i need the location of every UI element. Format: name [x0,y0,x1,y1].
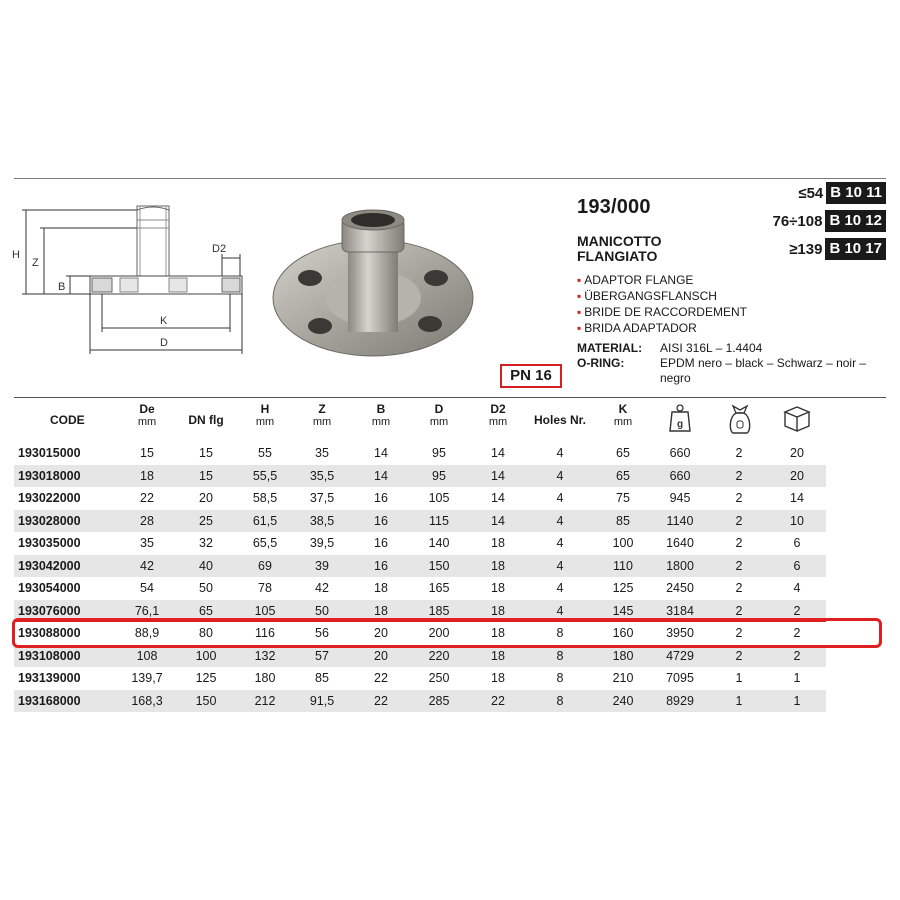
cell-holes: 4 [556,513,564,528]
cell-weight: 1640 [666,536,694,550]
cell-z: 38,5 [309,513,335,528]
cell-z: 85 [315,671,329,685]
cell-box-qty: 20 [790,446,804,460]
cell-d: 95 [432,446,446,460]
cell-dn-flg: 25 [199,513,213,528]
cell-h: 132 [254,648,276,663]
cell-d: 105 [428,491,450,505]
cell-dn-flg: 40 [199,558,213,573]
cell-bag-qty: 2 [735,468,743,483]
cell-weight: 2450 [666,581,694,595]
cell-z: 35 [315,446,329,460]
cell-d2: 18 [491,558,505,573]
cell-holes: 4 [556,536,564,550]
cell-weight: 660 [669,446,691,460]
cell-de: 108 [136,648,158,663]
cell-weight: 4729 [666,648,694,663]
product-photo [268,200,478,360]
cell-dn-flg: 32 [199,536,213,550]
cell-h: 55,5 [252,468,278,483]
cell-holes: 8 [556,671,564,685]
cell-code: 193108000 [18,648,81,663]
b-code: B 10 11 [826,182,886,204]
cell-b: 20 [374,648,388,663]
bullet-icon: ▪ [577,321,582,335]
cell-d2: 18 [491,626,505,640]
box-icon [781,403,813,433]
cell-bag-qty: 2 [735,491,743,505]
cell-k: 75 [616,491,630,505]
cell-d: 185 [428,603,450,618]
cell-b: 16 [374,491,388,505]
cell-bag-qty: 1 [735,693,743,708]
cell-box-qty: 14 [790,491,804,505]
cell-d2: 18 [491,581,505,595]
cell-k: 240 [612,693,634,708]
cell-code: 193035000 [18,536,81,550]
cell-holes: 4 [556,446,564,460]
cell-de: 168,3 [131,693,163,708]
size-code-row [773,238,887,260]
cell-weight: 945 [669,491,691,505]
cell-h: 65,5 [252,536,278,550]
cell-holes: 4 [556,603,564,618]
translation-item: ▪ BRIDE DE RACCORDEMENT [577,305,747,319]
cell-d2: 14 [491,468,505,483]
cell-de: 18 [140,468,154,483]
cell-h: 105 [254,603,276,618]
table-row [14,555,826,577]
cell-z: 39,5 [309,536,335,550]
product-translations [577,272,747,336]
cell-code: 193018000 [18,468,81,483]
cell-dn-flg: 15 [199,468,213,483]
cell-h: 55 [258,446,272,460]
cell-holes: 8 [556,626,564,640]
cell-box-qty: 2 [793,648,801,663]
col-header-de: De mm [137,402,157,428]
cell-de: 35 [140,536,154,550]
cell-bag-qty: 2 [735,581,743,595]
cell-bag-qty: 2 [735,536,743,550]
size-code-row [773,210,887,232]
bullet-icon: ▪ [577,273,582,287]
col-header-code: CODE [50,413,85,427]
weight-icon [668,403,692,433]
cell-h: 78 [258,581,272,595]
bullet-icon: ▪ [577,305,582,319]
cell-box-qty: 6 [793,558,801,573]
cell-box-qty: 20 [790,468,804,483]
cell-b: 20 [374,626,388,640]
translation-item: ▪ ADAPTOR FLANGE [577,273,694,287]
b-code: B 10 17 [825,238,886,260]
cell-d2: 14 [491,446,505,460]
row-highlight-frame [12,618,882,648]
cell-code: 193168000 [18,693,81,708]
cell-b: 16 [374,536,388,550]
cell-de: 76,1 [134,603,160,618]
cell-holes: 4 [556,581,564,595]
product-code-title: 193/000 [577,196,651,218]
cell-bag-qty: 1 [735,671,743,685]
table-row [14,532,826,554]
cell-d: 250 [428,671,450,685]
col-header-dn-flg: DN flg [188,413,224,427]
cell-weight: 1800 [666,558,694,573]
cell-code: 193015000 [18,446,81,460]
cell-d: 150 [428,558,450,573]
cell-bag-qty: 2 [735,446,743,460]
cell-box-qty: 4 [793,581,801,595]
col-header-box [778,403,816,436]
col-header-d2: D2 mm [488,402,508,428]
bullet-icon: ▪ [577,289,582,303]
dim-label-b: B [58,281,66,293]
cell-code: 193042000 [18,558,81,573]
cell-de: 22 [140,491,154,505]
cell-d2: 18 [491,536,505,550]
cell-k: 65 [616,468,630,483]
cell-dn-flg: 20 [199,491,213,505]
cell-code: 193088000 [18,626,81,640]
cell-de: 88,9 [134,626,160,640]
cell-weight: 3950 [666,626,694,640]
cell-dn-flg: 80 [199,626,213,640]
cell-box-qty: 2 [793,603,801,618]
technical-drawing [12,200,262,360]
col-header-h: H mm [255,402,275,428]
product-name: MANICOTTO FLANGIATO [577,233,662,264]
cell-holes: 4 [556,468,564,483]
top-divider [14,178,886,179]
cell-z: 57 [315,648,329,663]
b-code: B 10 12 [825,210,886,232]
cell-weight: 8929 [666,693,694,708]
cell-box-qty: 6 [793,536,801,550]
cell-d: 285 [428,693,450,708]
cell-d2: 18 [491,603,505,618]
cell-b: 16 [374,513,388,528]
cell-d2: 14 [491,491,505,505]
cell-holes: 8 [556,648,564,663]
table-row [14,465,826,487]
cell-z: 56 [315,626,329,640]
cell-bag-qty: 2 [735,603,743,618]
oring-value: EPDM nero – black – Schwarz – noir – negro [660,356,867,385]
cell-weight: 660 [669,468,691,483]
cell-z: 42 [315,581,329,595]
cell-dn-flg: 125 [195,671,217,685]
dim-label-d: D [160,337,168,349]
cell-d2: 22 [491,693,505,708]
dim-label-h: H [12,249,20,261]
cell-de: 15 [140,446,154,460]
col-header-weight [664,403,696,436]
cell-z: 91,5 [309,693,335,708]
cell-code: 193054000 [18,581,81,595]
cell-b: 16 [374,558,388,573]
cell-h: 69 [258,558,272,573]
cell-h: 212 [254,693,276,708]
cell-z: 35,5 [309,468,335,483]
cell-box-qty: 1 [793,693,801,708]
cell-dn-flg: 65 [199,603,213,618]
cell-d: 140 [428,536,450,550]
cell-d: 220 [428,648,450,663]
table-row [14,487,826,509]
cell-k: 160 [612,626,634,640]
oring-label: O-RING: [577,356,625,370]
table-top-rule [14,397,886,398]
cell-box-qty: 2 [793,626,801,640]
size-range: ≥139 [789,240,823,258]
cell-code: 193076000 [18,603,81,618]
cell-code: 193022000 [18,491,81,505]
cell-d: 200 [428,626,450,640]
bag-icon [727,403,753,435]
cell-d: 95 [432,468,446,483]
table-row [14,690,826,712]
cell-holes: 4 [556,491,564,505]
cell-b: 18 [374,603,388,618]
translation-item: ▪ ÜBERGANGSFLANSCH [577,289,717,303]
cell-bag-qty: 2 [735,513,743,528]
cell-d: 115 [429,513,449,528]
cell-de: 54 [140,581,154,595]
table-header [14,403,886,439]
dim-label-d2: D2 [212,243,227,255]
size-range: ≤54 [798,184,824,202]
col-header-holes: Holes Nr. [533,413,587,427]
cell-h: 58,5 [252,491,278,505]
svg-text:g: g [676,419,684,430]
cell-code: 193028000 [18,513,81,528]
col-header-b: B mm [371,402,391,428]
cell-z: 39 [315,558,329,573]
cell-d2: 18 [491,648,505,663]
table-row [14,510,826,532]
cell-b: 22 [374,693,388,708]
size-code-badges [773,182,887,266]
cell-h: 61,5 [252,513,278,528]
cell-k: 85 [616,513,630,528]
cell-z: 37,5 [309,491,335,505]
col-header-bag [724,403,756,438]
cell-weight: 7095 [666,671,694,685]
cell-de: 139,7 [131,671,163,685]
cell-box-qty: 10 [790,513,804,528]
cell-d: 165 [428,581,450,595]
cell-k: 100 [612,536,634,550]
col-header-z: Z mm [312,402,332,428]
cell-b: 14 [374,446,388,460]
cell-code: 193139000 [18,671,81,685]
cell-h: 116 [255,626,275,640]
cell-k: 180 [612,648,634,663]
cell-b: 18 [374,581,388,595]
col-header-k: K mm [613,402,633,428]
table-row [14,667,826,689]
cell-k: 65 [616,446,630,460]
cell-dn-flg: 100 [195,648,217,663]
cell-box-qty: 1 [793,671,801,685]
cell-k: 210 [612,671,634,685]
material-value: AISI 316L – 1.4404 [660,341,763,355]
pressure-rating-badge: PN 16 [500,364,562,388]
cell-b: 14 [374,468,388,483]
cell-weight: 1140 [666,513,694,528]
dim-label-k: K [160,315,168,327]
cell-de: 28 [140,513,154,528]
cell-k: 125 [612,581,634,595]
cell-holes: 4 [556,558,564,573]
cell-k: 110 [613,558,633,573]
cell-bag-qty: 2 [735,558,743,573]
cell-k: 145 [612,603,634,618]
material-label: MATERIAL: [577,341,643,355]
cell-weight: 3184 [666,603,694,618]
cell-dn-flg: 50 [199,581,213,595]
cell-z: 50 [315,603,329,618]
cell-d2: 18 [491,671,505,685]
col-header-d: D mm [429,402,449,428]
cell-b: 22 [374,671,388,685]
cell-bag-qty: 2 [735,626,743,640]
cell-h: 180 [254,671,276,685]
table-row [14,442,826,464]
table-row [14,577,826,599]
size-code-row [773,182,887,204]
cell-holes: 8 [556,693,564,708]
cell-dn-flg: 15 [199,446,213,460]
dim-label-z: Z [32,257,39,269]
cell-bag-qty: 2 [735,648,743,663]
translation-item: ▪ BRIDA ADAPTADOR [577,321,697,335]
cell-dn-flg: 150 [195,693,217,708]
cell-de: 42 [140,558,154,573]
size-range: 76÷108 [772,212,823,230]
cell-d2: 14 [491,513,505,528]
